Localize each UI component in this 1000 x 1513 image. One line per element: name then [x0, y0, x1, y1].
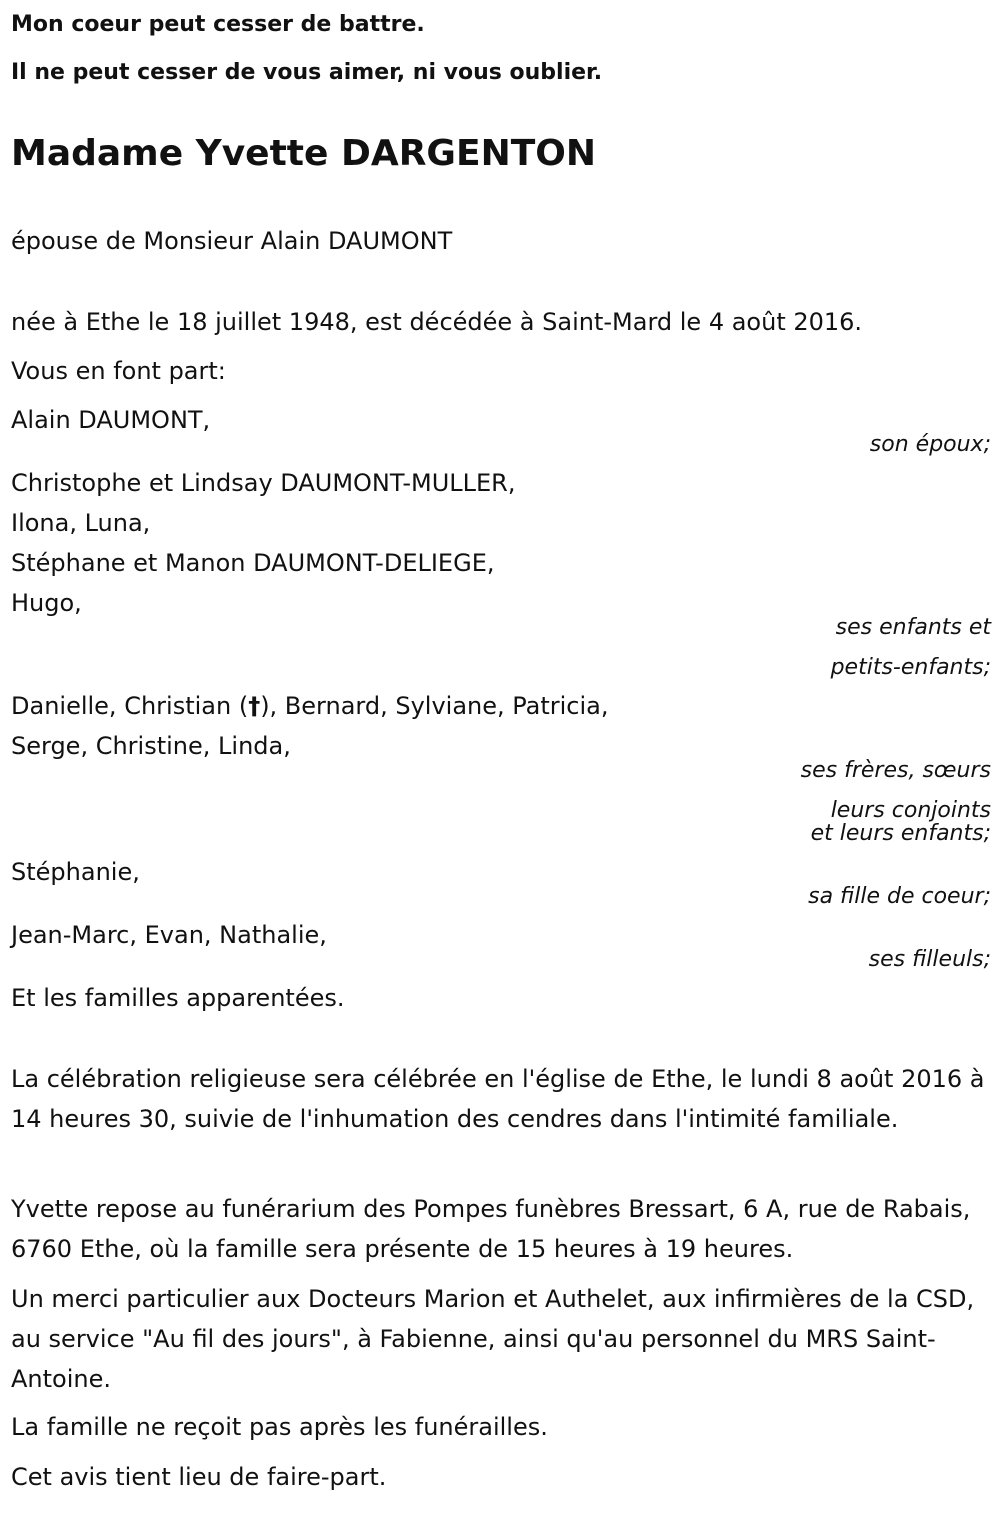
no-reception-line: La famille ne reçoit pas après les funérailles. — [11, 1413, 548, 1441]
siblings-line-1 — [11, 692, 609, 720]
siblings-line-2: Serge, Christine, Linda, — [11, 732, 291, 760]
children-relation-1: ses enfants et — [835, 615, 991, 640]
ceremony-paragraph: La célébration religieuse sera célébrée en l'église de Ethe, le lundi 8 août 2016 à 14 heures 30, suivie de l'inhumation des cendres dans l'intimité familiale. — [11, 1065, 985, 1133]
spouse-mourner: Alain DAUMONT, — [11, 406, 211, 434]
children-line-1: Christophe et Lindsay DAUMONT-MULLER, — [11, 469, 516, 497]
birth-death-line: née à Ethe le 18 juillet 1948, est décédée à Saint-Mard le 4 août 2016. — [11, 308, 863, 336]
notice-line: Cet avis tient lieu de faire-part. — [11, 1463, 387, 1491]
heart-daughter: Stéphanie, — [11, 858, 140, 886]
epitaph-line-2: Il ne peut cesser de vous aimer, ni vous oublier. — [11, 60, 603, 85]
cross-icon: † — [248, 692, 261, 720]
spouse-line: épouse de Monsieur Alain DAUMONT — [11, 227, 453, 255]
children-line-3: Stéphane et Manon DAUMONT-DELIEGE, — [11, 549, 495, 577]
deceased-name: Madame Yvette DARGENTON — [11, 133, 596, 174]
siblings-relation-3: et leurs enfants; — [810, 821, 991, 846]
heart-daughter-relation: sa fille de coeur; — [808, 884, 991, 909]
children-relation-2: petits-enfants; — [830, 655, 991, 680]
children-line-4: Hugo, — [11, 589, 82, 617]
siblings-before-cross: Danielle, Christian ( — [11, 692, 249, 720]
siblings-relation-1: ses frères, sœurs — [800, 758, 991, 783]
announce-intro: Vous en font part: — [11, 357, 226, 385]
epitaph-line-1: Mon coeur peut cesser de battre. — [11, 12, 425, 37]
godchildren-relation: ses filleuls; — [868, 947, 991, 972]
rest-place-paragraph: Yvette repose au funérarium des Pompes funèbres Bressart, 6 A, rue de Rabais, 6760 Ethe, où la famille sera présente de 15 heures à 19 heures. — [11, 1195, 971, 1263]
spouse-relation: son époux; — [869, 432, 991, 457]
siblings-after-cross: ), Bernard, Sylviane, Patricia, — [260, 692, 609, 720]
families-line: Et les familles apparentées. — [11, 984, 345, 1012]
godchildren: Jean-Marc, Evan, Nathalie, — [11, 921, 327, 949]
children-line-2: Ilona, Luna, — [11, 509, 151, 537]
thanks-paragraph: Un merci particulier aux Docteurs Marion et Authelet, aux infirmières de la CSD, au service "Au fil des jours", à Fabienne, ainsi qu'au personnel du MRS Saint-Antoine. — [11, 1285, 975, 1393]
siblings-relation-2: leurs conjoints — [830, 798, 991, 823]
